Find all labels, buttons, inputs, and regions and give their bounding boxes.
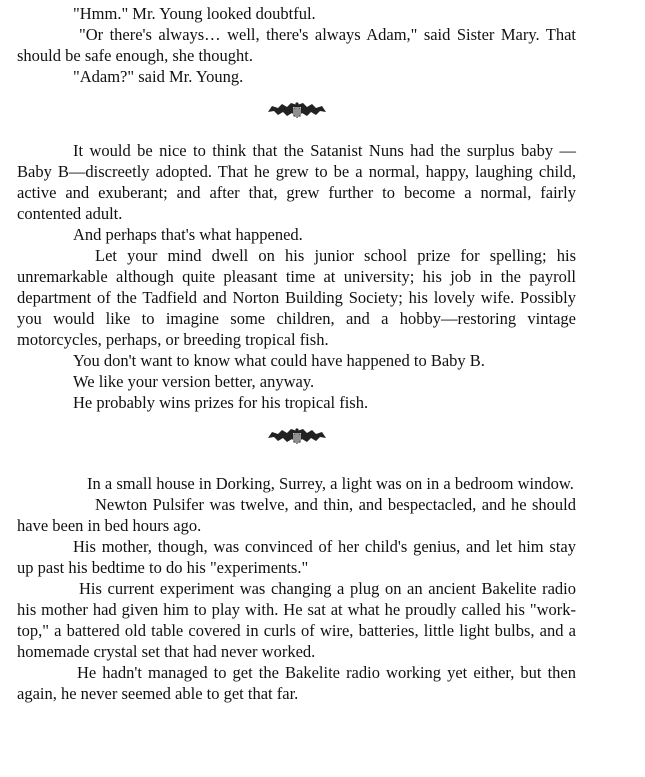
paragraph: In a small house in Dorking, Surrey, a light was on in a bedroom window.: [87, 474, 574, 493]
paragraph: Let your mind dwell on his junior school prize for spelling; his unremarkable although quite pleasant time at university; his job in the payroll department of the Tadfield and Norton Building Society; his lovely wife. Possibly you would like to imagine some children, and a hobby—restoring vintage motorcycles, perhaps, or breeding tropical fish.: [17, 246, 576, 349]
paragraph: And perhaps that's what happened.: [73, 225, 303, 244]
paragraph: He hadn't managed to get the Bakelite radio working yet either, but then again, he never seemed able to get that far.: [17, 663, 576, 703]
scene-break: [17, 100, 576, 121]
paragraph: He probably wins prizes for his tropical fish.: [73, 393, 369, 412]
paragraph: "Hmm." Mr. Young looked doubtful.: [73, 4, 316, 23]
paragraph: "Adam?" said Mr. Young.: [73, 67, 244, 86]
scene-break: [17, 426, 576, 447]
paragraph: Newton Pulsifer was twelve, and thin, and bespectacled, and he should have been in bed hours ago.: [17, 495, 576, 535]
winged-ornament-icon: [266, 101, 328, 121]
paragraph: You don't want to know what could have happened to Baby B.: [73, 351, 485, 370]
paragraph: We like your version better, anyway.: [73, 372, 315, 391]
book-page: [17, 3, 576, 704]
winged-ornament-icon: [266, 427, 328, 447]
paragraph: It would be nice to think that the Satanist Nuns had the surplus baby —Baby B—discreetly adopted. That he grew to be a normal, happy, laughing child, active and exuberant; and after that, grew further to become a normal, fairly contented adult.: [17, 141, 576, 223]
paragraph: "Or there's always… well, there's always Adam," said Sister Mary. That should be safe enough, she thought.: [17, 25, 576, 65]
paragraph: His mother, though, was convinced of her child's genius, and let him stay up past his bedtime to do his "experiments.": [17, 537, 576, 577]
paragraph: His current experiment was changing a plug on an ancient Bakelite radio his mother had given him to play with. He sat at what he proudly called his "work-top," a battered old table covered in curls of wire, batteries, little light bulbs, and a homemade crystal set that had never worked.: [17, 579, 576, 661]
